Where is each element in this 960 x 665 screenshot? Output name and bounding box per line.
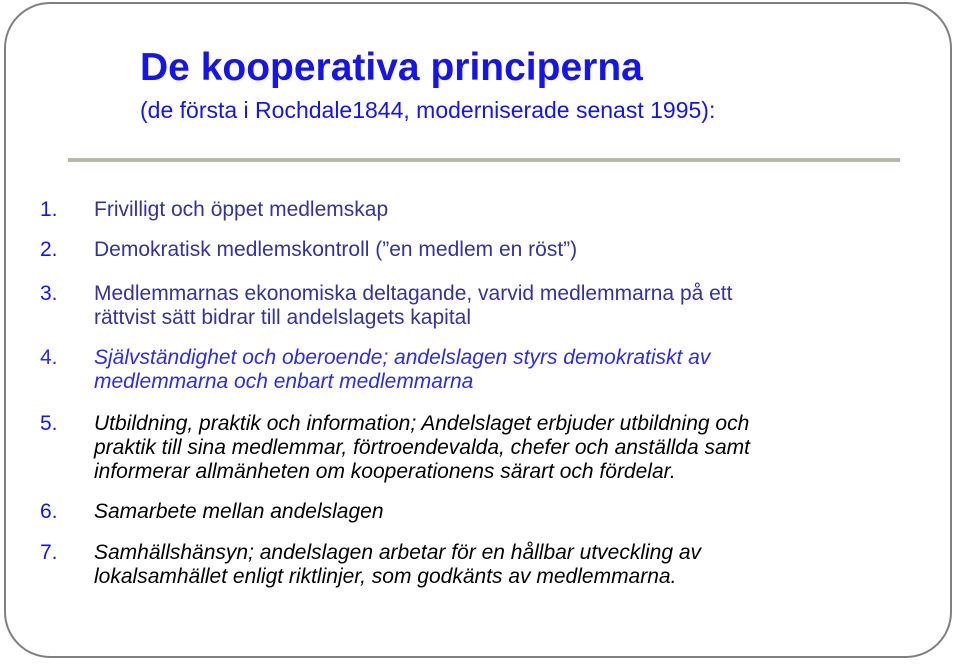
principle-text <box>94 198 914 222</box>
slide-subtitle: (de första i Rochdale1844, moderniserade senast 1995): <box>140 97 716 123</box>
principle-number: 2. <box>40 238 58 261</box>
principle-line: Självständighet och oberoende; andelslagen styrs demokratiskt av <box>94 346 711 369</box>
principle-text <box>94 412 914 484</box>
principle-number: 6. <box>40 500 58 523</box>
principle-text <box>94 346 914 394</box>
principle-line: lokalsamhället enligt riktlinjer, som godkänts av medlemmarna. <box>94 565 677 588</box>
principle-line: Samarbete mellan andelslagen <box>94 500 384 523</box>
principle-text <box>94 282 914 330</box>
principle-line: informerar allmänheten om kooperationens särart och fördelar. <box>94 460 676 483</box>
principle-number: 4. <box>40 346 58 369</box>
slide-title: De kooperativa principerna <box>140 46 643 89</box>
principle-line: medlemmarna och enbart medlemmarna <box>94 370 474 393</box>
principle-line: Medlemmarnas ekonomiska deltagande, varvid medlemmarna på ett <box>94 282 733 305</box>
principle-line: Samhällshänsyn; andelslagen arbetar för en hållbar utveckling av <box>94 541 702 564</box>
principle-text <box>94 500 914 524</box>
principle-line: Demokratisk medlemskontroll (”en medlem en röst”) <box>94 238 578 261</box>
title-divider <box>68 158 900 162</box>
principle-number: 7. <box>40 541 58 564</box>
principle-number: 1. <box>40 198 58 221</box>
principle-line: Frivilligt och öppet medlemskap <box>94 198 389 221</box>
principle-text <box>94 541 914 589</box>
principle-line: praktik till sina medlemmar, förtroendevalda, chefer och anställda samt <box>94 436 750 459</box>
principle-line: Utbildning, praktik och information; Andelslaget erbjuder utbildning och <box>94 412 750 435</box>
principle-number: 3. <box>40 282 58 305</box>
principle-line: rättvist sätt bidrar till andelslagets kapital <box>94 306 472 329</box>
principle-number: 5. <box>40 412 58 435</box>
principle-text <box>94 238 914 262</box>
